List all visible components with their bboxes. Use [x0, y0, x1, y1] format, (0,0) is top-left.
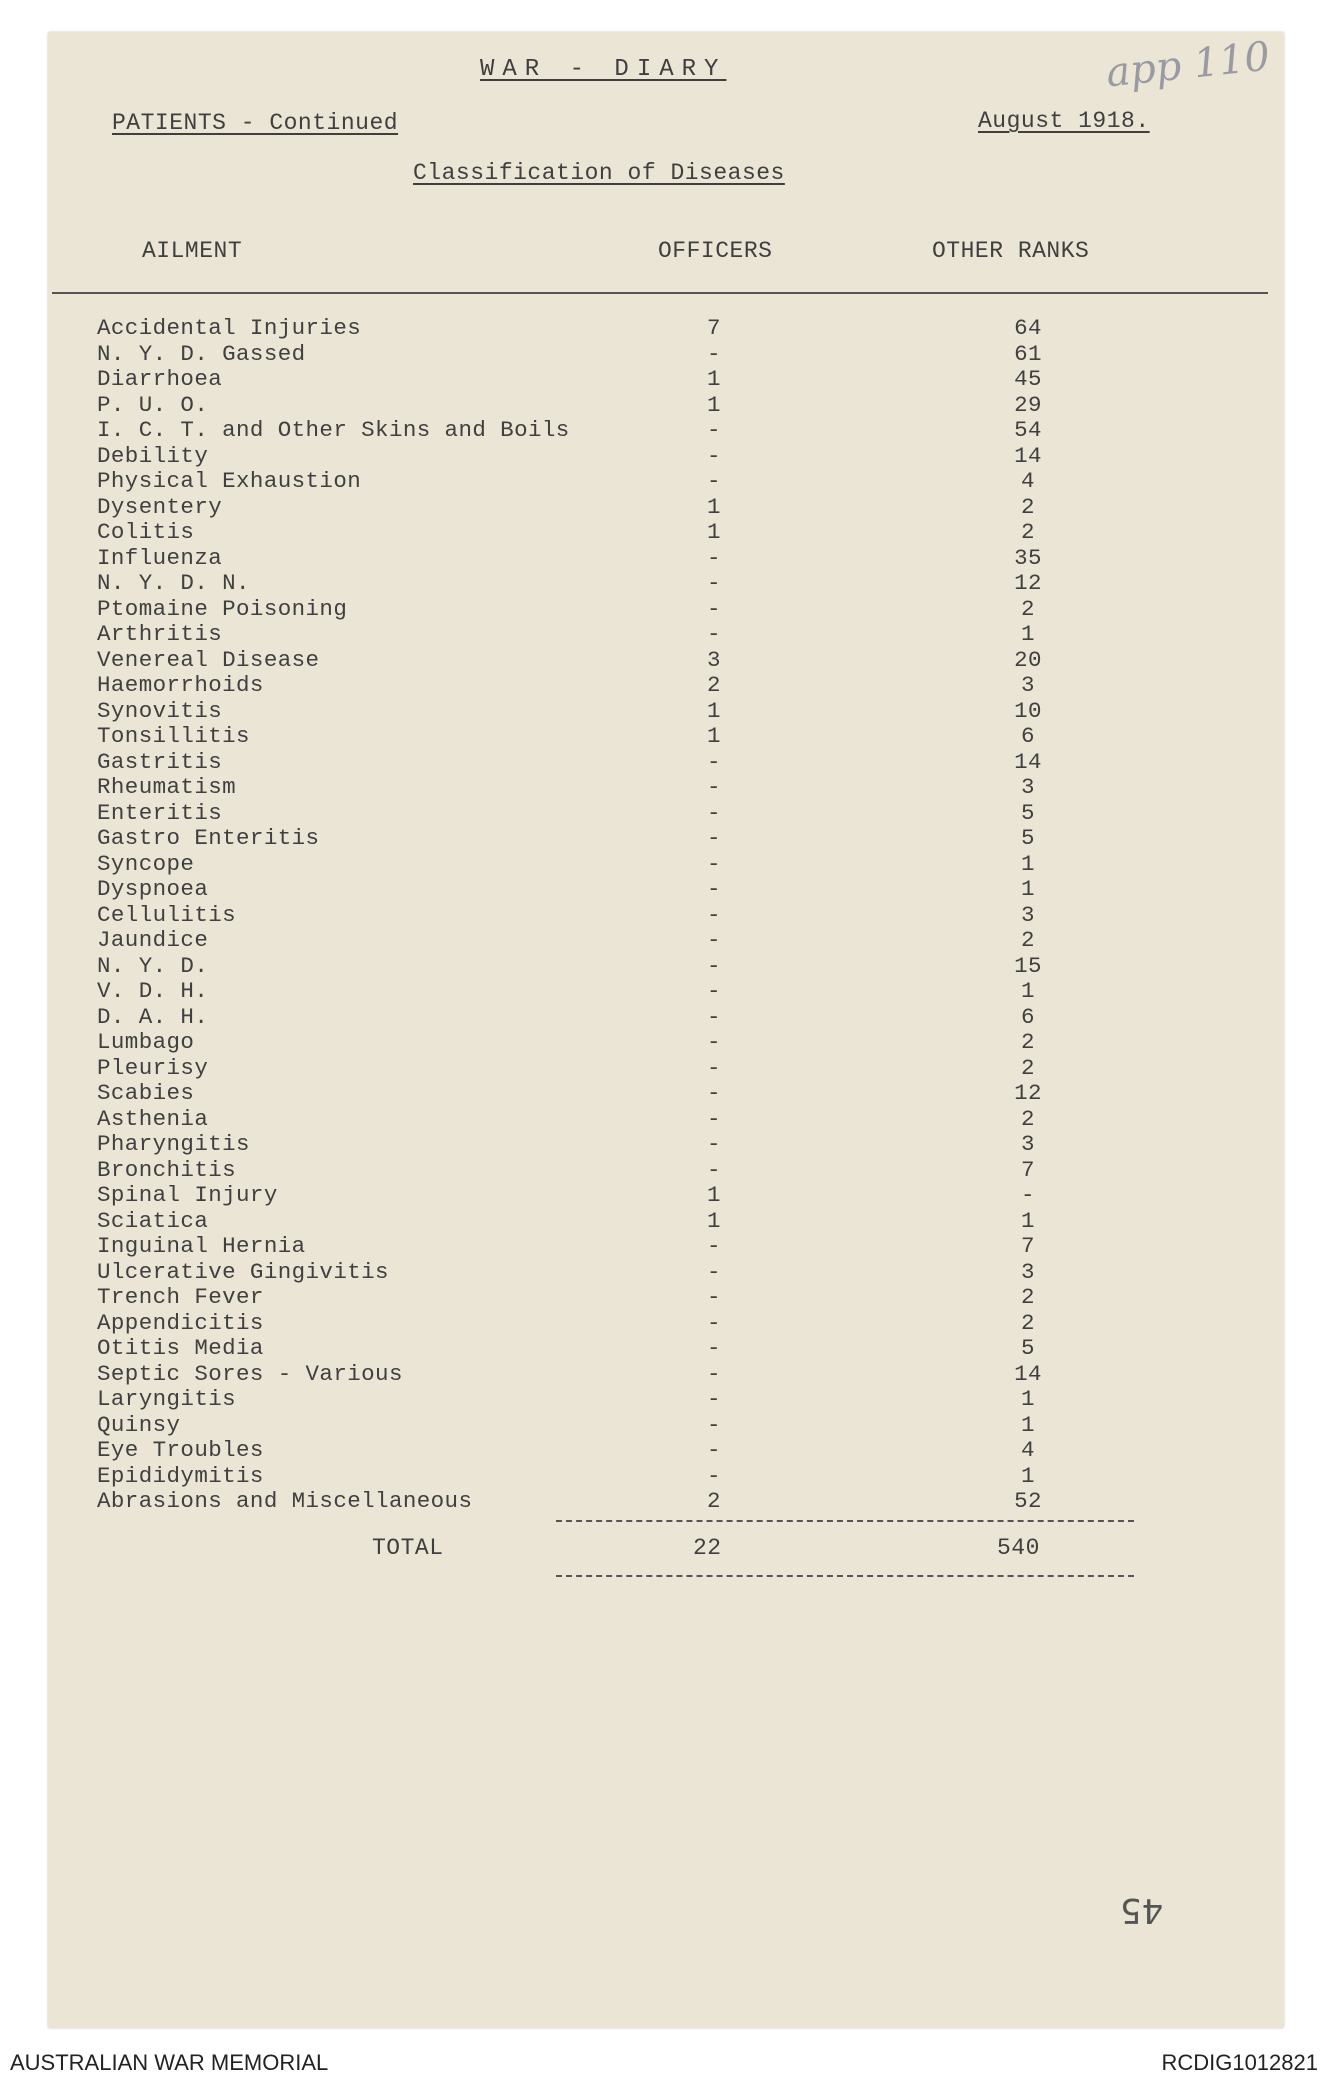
- other-ranks-cell: 15: [1014, 952, 1042, 979]
- ailment-cell: Pleurisy: [97, 1054, 209, 1081]
- ailment-cell: Spinal Injury: [97, 1182, 278, 1208]
- other-ranks-cell: 2: [1021, 493, 1035, 520]
- ailment-cell: Cellulitis: [97, 901, 237, 928]
- footer-record-id: RCDIG1012821: [1161, 2050, 1318, 2075]
- total-label: TOTAL: [372, 1535, 444, 1561]
- table-row: [0, 1005, 1328, 1031]
- officers-cell: 1: [707, 1182, 721, 1208]
- officers-cell: -: [707, 1462, 721, 1489]
- ailment-cell: Gastritis: [97, 748, 223, 775]
- other-ranks-cell: 5: [1021, 799, 1035, 826]
- table-row: [0, 801, 1328, 827]
- officers-cell: 1: [707, 723, 721, 749]
- header-rule: [52, 292, 1268, 294]
- ailment-cell: Tonsillitis: [97, 723, 250, 749]
- other-ranks-cell: 29: [1014, 391, 1042, 418]
- table-row: [0, 750, 1328, 776]
- table-row: [0, 520, 1328, 546]
- table-row: [0, 393, 1328, 419]
- ailment-cell: Septic Sores - Various: [97, 1360, 403, 1387]
- column-header-other-ranks: OTHER RANKS: [932, 238, 1090, 264]
- other-ranks-cell: 14: [1014, 442, 1042, 469]
- other-ranks-cell: 20: [1014, 646, 1042, 673]
- other-ranks-cell: 1: [1021, 621, 1035, 647]
- table-row: [0, 1362, 1328, 1388]
- table-row: [0, 1056, 1328, 1082]
- ailment-cell: N. Y. D. N.: [97, 570, 250, 596]
- other-ranks-cell: 4: [1021, 468, 1035, 494]
- other-ranks-cell: 64: [1014, 315, 1042, 341]
- officers-cell: -: [707, 1003, 721, 1030]
- disease-table: [0, 316, 1328, 1515]
- ailment-cell: Venereal Disease: [97, 646, 320, 673]
- ailment-cell: Quinsy: [97, 1411, 181, 1438]
- officers-cell: 1: [707, 366, 721, 392]
- table-row: [0, 648, 1328, 674]
- officers-cell: -: [707, 340, 721, 367]
- ailment-cell: D. A. H.: [97, 1003, 209, 1030]
- officers-cell: -: [707, 1386, 721, 1412]
- table-row: [0, 1311, 1328, 1337]
- officers-cell: 3: [707, 646, 721, 673]
- ailment-cell: Ulcerative Gingivitis: [97, 1258, 389, 1285]
- other-ranks-cell: 2: [1021, 1309, 1035, 1336]
- officers-cell: -: [707, 1437, 721, 1463]
- officers-cell: -: [707, 1411, 721, 1438]
- other-ranks-cell: 2: [1021, 519, 1035, 545]
- footer-archive-name: AUSTRALIAN WAR MEMORIAL: [10, 2050, 329, 2075]
- other-ranks-cell: 12: [1014, 1080, 1042, 1106]
- ailment-cell: Rheumatism: [97, 774, 237, 800]
- officers-cell: 1: [707, 519, 721, 545]
- page-number: 45: [1120, 1890, 1164, 1930]
- ailment-cell: Physical Exhaustion: [97, 468, 362, 494]
- officers-cell: 1: [707, 697, 721, 724]
- table-row: [0, 1107, 1328, 1133]
- ailment-cell: Scabies: [97, 1080, 195, 1106]
- ailment-cell: Haemorrhoids: [97, 672, 264, 698]
- other-ranks-cell: 45: [1014, 366, 1042, 392]
- other-ranks-cell: 52: [1014, 1488, 1042, 1514]
- table-heading: Classification of Diseases: [413, 160, 785, 186]
- officers-cell: -: [707, 774, 721, 800]
- table-row: [0, 1489, 1328, 1515]
- table-row: [0, 1209, 1328, 1235]
- table-row: [0, 775, 1328, 801]
- table-row: [0, 877, 1328, 903]
- officers-cell: 1: [707, 493, 721, 520]
- ailment-cell: Gastro Enteritis: [97, 825, 320, 851]
- ailment-cell: Pharyngitis: [97, 1131, 250, 1157]
- officers-cell: -: [707, 1029, 721, 1055]
- officers-cell: -: [707, 978, 721, 1004]
- table-row: [0, 1260, 1328, 1286]
- other-ranks-cell: 14: [1014, 1360, 1042, 1387]
- document-date: August 1918.: [978, 108, 1150, 134]
- officers-cell: -: [707, 748, 721, 775]
- other-ranks-cell: 1: [1021, 850, 1035, 877]
- officers-cell: -: [707, 442, 721, 469]
- officers-cell: -: [707, 825, 721, 851]
- ailment-cell: Synovitis: [97, 697, 223, 724]
- other-ranks-cell: 10: [1014, 697, 1042, 724]
- handwritten-reference: app 110: [1104, 33, 1273, 97]
- ailment-cell: Epididymitis: [97, 1462, 264, 1489]
- officers-cell: -: [707, 1258, 721, 1285]
- ailment-cell: Influenza: [97, 544, 223, 571]
- other-ranks-cell: 2: [1021, 1054, 1035, 1081]
- ailment-cell: Jaundice: [97, 927, 209, 953]
- table-row: [0, 342, 1328, 368]
- other-ranks-cell: 2: [1021, 1029, 1035, 1055]
- other-ranks-cell: 1: [1021, 978, 1035, 1004]
- ailment-cell: Asthenia: [97, 1105, 209, 1132]
- other-ranks-cell: 4: [1021, 1437, 1035, 1463]
- other-ranks-cell: 2: [1021, 927, 1035, 953]
- table-row: [0, 1387, 1328, 1413]
- section-title: PATIENTS - Continued: [112, 110, 399, 136]
- other-ranks-cell: 3: [1021, 901, 1035, 928]
- officers-cell: -: [707, 1080, 721, 1106]
- table-row: [0, 1158, 1328, 1184]
- table-row: [0, 444, 1328, 470]
- other-ranks-cell: 3: [1021, 1258, 1035, 1285]
- other-ranks-cell: 6: [1021, 1003, 1035, 1030]
- table-row: [0, 495, 1328, 521]
- column-header-officers: OFFICERS: [658, 238, 773, 264]
- officers-cell: -: [707, 1131, 721, 1157]
- other-ranks-cell: 6: [1021, 723, 1035, 749]
- total-officers: 22: [693, 1535, 722, 1561]
- officers-cell: -: [707, 927, 721, 953]
- table-row: [0, 979, 1328, 1005]
- ailment-cell: Arthritis: [97, 621, 223, 647]
- table-row: [0, 1183, 1328, 1209]
- other-ranks-cell: 3: [1021, 672, 1035, 698]
- other-ranks-cell: 54: [1014, 417, 1042, 443]
- officers-cell: 1: [707, 1207, 721, 1234]
- ailment-cell: V. D. H.: [97, 978, 209, 1004]
- officers-cell: -: [707, 1360, 721, 1387]
- officers-cell: -: [707, 952, 721, 979]
- officers-cell: 1: [707, 391, 721, 418]
- officers-cell: -: [707, 850, 721, 877]
- ailment-cell: Accidental Injuries: [97, 315, 362, 341]
- table-row: [0, 954, 1328, 980]
- other-ranks-cell: 14: [1014, 748, 1042, 775]
- table-row: [0, 418, 1328, 444]
- officers-cell: -: [707, 1309, 721, 1336]
- officers-cell: -: [707, 1054, 721, 1081]
- officers-cell: 2: [707, 672, 721, 698]
- ailment-cell: P. U. O.: [97, 391, 209, 418]
- ailment-cell: Otitis Media: [97, 1335, 264, 1361]
- other-ranks-cell: 3: [1021, 774, 1035, 800]
- other-ranks-cell: 7: [1021, 1156, 1035, 1183]
- ailment-cell: N. Y. D. Gassed: [97, 340, 306, 367]
- other-ranks-cell: 1: [1021, 1411, 1035, 1438]
- total-rule-top: [556, 1520, 1134, 1522]
- ailment-cell: Enteritis: [97, 799, 223, 826]
- document-title: WAR - DIARY: [480, 56, 727, 83]
- ailment-cell: Ptomaine Poisoning: [97, 595, 348, 622]
- table-row: [0, 1234, 1328, 1260]
- table-row: [0, 546, 1328, 572]
- table-row: [0, 724, 1328, 750]
- officers-cell: 2: [707, 1488, 721, 1514]
- table-row: [0, 622, 1328, 648]
- ailment-cell: Sciatica: [97, 1207, 209, 1234]
- officers-cell: -: [707, 1233, 721, 1259]
- ailment-cell: Appendicitis: [97, 1309, 264, 1336]
- officers-cell: -: [707, 570, 721, 596]
- officers-cell: -: [707, 799, 721, 826]
- officers-cell: -: [707, 544, 721, 571]
- ailment-cell: Dysentery: [97, 493, 223, 520]
- table-row: [0, 469, 1328, 495]
- ailment-cell: Trench Fever: [97, 1284, 264, 1310]
- table-row: [0, 903, 1328, 929]
- ailment-cell: Diarrhoea: [97, 366, 223, 392]
- officers-cell: -: [707, 1105, 721, 1132]
- ailment-cell: Eye Troubles: [97, 1437, 264, 1463]
- table-row: [0, 597, 1328, 623]
- ailment-cell: I. C. T. and Other Skins and Boils: [97, 417, 570, 443]
- table-row: [0, 1285, 1328, 1311]
- other-ranks-cell: 2: [1021, 1284, 1035, 1310]
- table-row: [0, 1132, 1328, 1158]
- other-ranks-cell: 1: [1021, 1207, 1035, 1234]
- other-ranks-cell: 5: [1021, 1335, 1035, 1361]
- officers-cell: -: [707, 1335, 721, 1361]
- officers-cell: -: [707, 417, 721, 443]
- other-ranks-cell: 61: [1014, 340, 1042, 367]
- table-row: [0, 1413, 1328, 1439]
- ailment-cell: Lumbago: [97, 1029, 195, 1055]
- ailment-cell: Syncope: [97, 850, 195, 877]
- ailment-cell: Abrasions and Miscellaneous: [97, 1488, 473, 1514]
- ailment-cell: Dyspnoea: [97, 876, 209, 902]
- ailment-cell: N. Y. D.: [97, 952, 209, 979]
- officers-cell: -: [707, 876, 721, 902]
- table-row: [0, 1438, 1328, 1464]
- column-header-ailment: AILMENT: [142, 238, 243, 264]
- table-row: [0, 1030, 1328, 1056]
- officers-cell: 7: [707, 315, 721, 341]
- table-row: [0, 699, 1328, 725]
- other-ranks-cell: 35: [1014, 544, 1042, 571]
- officers-cell: -: [707, 901, 721, 928]
- table-row: [0, 571, 1328, 597]
- table-row: [0, 316, 1328, 342]
- table-row: [0, 1081, 1328, 1107]
- table-row: [0, 1336, 1328, 1362]
- other-ranks-cell: 12: [1014, 570, 1042, 596]
- other-ranks-cell: -: [1021, 1182, 1035, 1208]
- table-row: [0, 852, 1328, 878]
- table-row: [0, 826, 1328, 852]
- total-other-ranks: 540: [997, 1535, 1040, 1561]
- table-row: [0, 1464, 1328, 1490]
- table-row: [0, 367, 1328, 393]
- ailment-cell: Bronchitis: [97, 1156, 237, 1183]
- other-ranks-cell: 1: [1021, 1462, 1035, 1489]
- other-ranks-cell: 5: [1021, 825, 1035, 851]
- ailment-cell: Laryngitis: [97, 1386, 237, 1412]
- ailment-cell: Debility: [97, 442, 209, 469]
- other-ranks-cell: 2: [1021, 1105, 1035, 1132]
- ailment-cell: Colitis: [97, 519, 195, 545]
- other-ranks-cell: 3: [1021, 1131, 1035, 1157]
- other-ranks-cell: 1: [1021, 876, 1035, 902]
- total-rule-bottom: [556, 1575, 1134, 1577]
- ailment-cell: Inguinal Hernia: [97, 1233, 306, 1259]
- table-row: [0, 673, 1328, 699]
- table-row: [0, 928, 1328, 954]
- officers-cell: -: [707, 595, 721, 622]
- officers-cell: -: [707, 1284, 721, 1310]
- other-ranks-cell: 7: [1021, 1233, 1035, 1259]
- other-ranks-cell: 2: [1021, 595, 1035, 622]
- other-ranks-cell: 1: [1021, 1386, 1035, 1412]
- officers-cell: -: [707, 1156, 721, 1183]
- officers-cell: -: [707, 621, 721, 647]
- officers-cell: -: [707, 468, 721, 494]
